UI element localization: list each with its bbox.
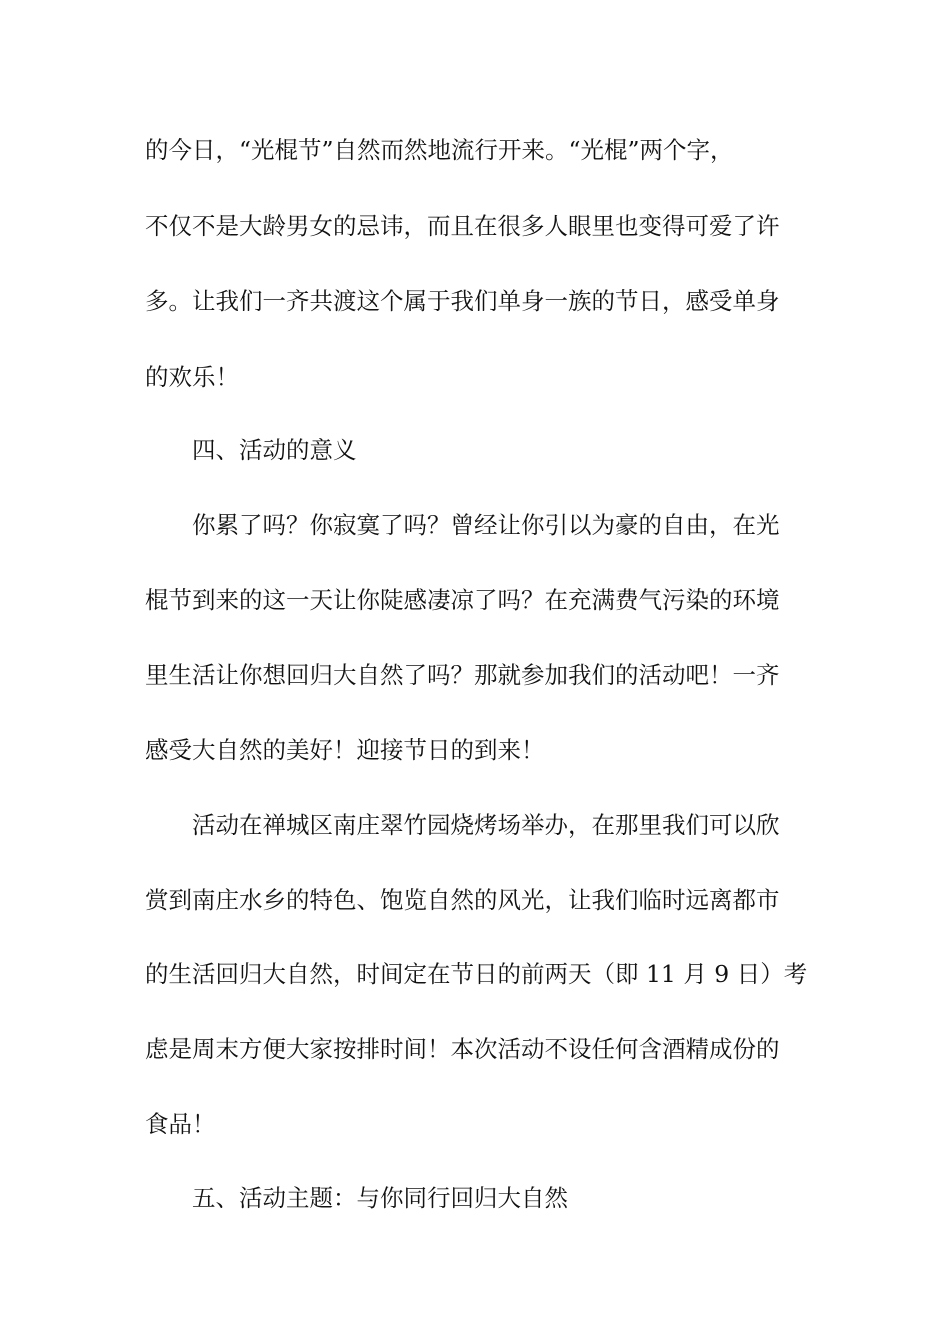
text-line: 里生活让你想回归大自然了吗？那就参加我们的活动吧！一齐: [145, 661, 780, 689]
text-line: 赏到南庄水乡的特色、饱览自然的风光，让我们临时远离都市: [145, 886, 780, 914]
text-line: 的今日，“光棍节”自然而然地流行开来。“光棍”两个字，: [145, 136, 734, 164]
text-line: 你累了吗？你寂寞了吗？曾经让你引以为豪的自由，在光: [192, 511, 780, 539]
text-line: 感受大自然的美好！迎接节日的到来！: [145, 736, 545, 764]
section-heading: 五、活动主题：与你同行回归大自然: [192, 1184, 568, 1212]
text-line: 的欢乐！: [145, 363, 239, 391]
text-line: 不仅不是大龄男女的忌讳，而且在很多人眼里也变得可爱了许: [145, 212, 780, 240]
text-line: 多。让我们一齐共渡这个属于我们单身一族的节日，感受单身: [145, 287, 780, 315]
text-line: 棍节到来的这一天让你陡感凄凉了吗？在充满费气污染的环境: [145, 586, 780, 614]
text-line: 的生活回归大自然，时间定在节日的前两天（即 11 月 9 日）考: [145, 960, 808, 988]
text-line: 虑是周末方便大家按排时间！本次活动不设任何含酒精成份的: [145, 1035, 780, 1063]
text-line: 食品！: [145, 1110, 216, 1138]
section-heading: 四、活动的意义: [192, 436, 357, 464]
text-line: 活动在禅城区南庄翠竹园烧烤场举办，在那里我们可以欣: [192, 811, 780, 839]
